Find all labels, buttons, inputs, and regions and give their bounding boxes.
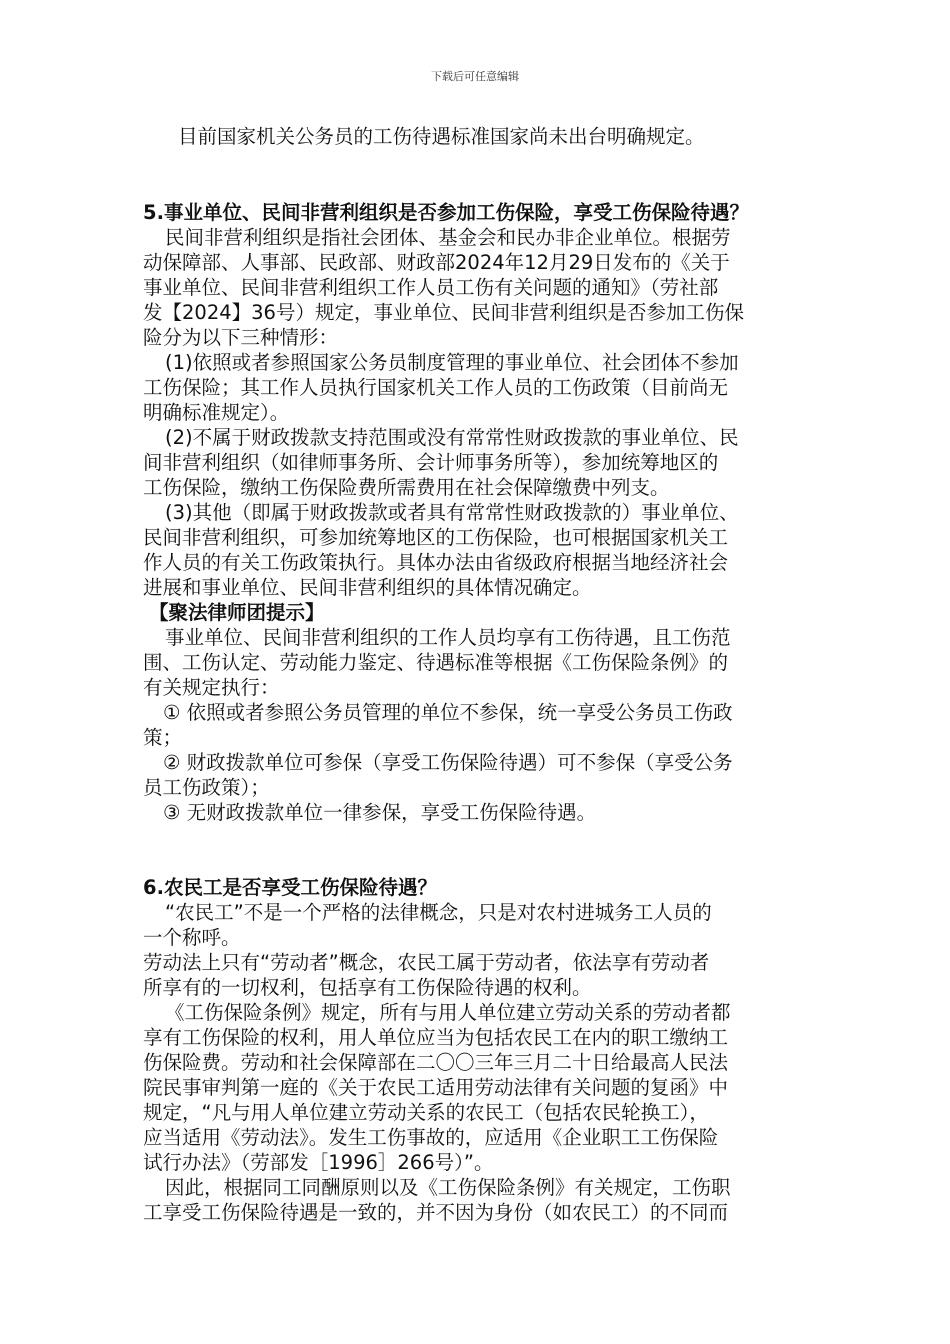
paragraph-line: 策； [143, 726, 183, 749]
list-item-1: (1)依照或者参照国家公务员制度管理的事业单位、社会团体不参加 [165, 351, 739, 374]
tip-heading: 【聚法律师团提示】 [149, 601, 325, 624]
paragraph-line: 员工伤政策）； [143, 776, 270, 799]
paragraph-line: 工享受工伤保险待遇是一致的，并不因为身份（如农民工）的不同而 [143, 1201, 729, 1224]
paragraph-line: 因此，根据同工同酬原则以及《工伤保险条例》有关规定，工伤职 [165, 1176, 731, 1199]
paragraph-line: 民间非营利组织，可参加统筹地区的工伤保险，也可根据国家机关工 [143, 526, 729, 549]
paragraph-line: 《工伤保险条例》规定，所有与用人单位建立劳动关系的劳动者都 [165, 1001, 731, 1024]
paragraph-line: 事业单位、民间非营利组织工作人员工伤有关问题的通知》（劳社部 [143, 276, 719, 299]
list-item-2: (2)不属于财政拨款支持范围或没有常常性财政拨款的事业单位、民 [165, 426, 739, 449]
paragraph-line: 事业单位、民间非营利组织的工作人员均享有工伤待遇，且工伤范 [165, 626, 731, 649]
paragraph-line: 所享有的一切权利，包括享有工伤保险待遇的权利。 [143, 976, 592, 999]
paragraph-line: 进展和事业单位、民间非营利组织的具体情况确定。 [143, 576, 592, 599]
paragraph-line: “农民工”不是一个严格的法律概念，只是对农村进城务工人员的 [165, 901, 712, 924]
paragraph-line: 工伤保险，缴纳工伤保险费所需费用在社会保障缴费中列支。 [143, 476, 670, 499]
paragraph-line: 伤保险费。劳动和社会保障部在二〇〇三年三月二十日给最高人民法 [143, 1051, 729, 1074]
paragraph-line: 发【2024】36号）规定，事业单位、民间非营利组织是否参加工伤保 [143, 301, 744, 324]
intro-paragraph: 目前国家机关公务员的工伤待遇标准国家尚未出台明确规定。 [178, 125, 705, 148]
paragraph-line: 明确标准规定）。 [143, 401, 290, 424]
paragraph-line: 民间非营利组织是指社会团体、基金会和民办非企业单位。根据劳 [165, 226, 731, 249]
paragraph-line: 围、工伤认定、劳动能力鉴定、待遇标准等根据《工伤保险条例》的 [143, 651, 729, 674]
list-item-3: (3)其他（即属于财政拨款或者具有常常性财政拨款的）事业单位、 [165, 501, 739, 524]
paragraph-line: 院民事审判第一庭的《关于农民工适用劳动法律有关问题的复函》中 [143, 1076, 729, 1099]
circle-item-1: ① 依照或者参照公务员管理的单位不参保，统一享受公务员工伤政 [163, 701, 733, 724]
circle-item-3: ③ 无财政拨款单位一律参保，享受工伤保险待遇。 [163, 801, 597, 824]
paragraph-line: 险分为以下三种情形： [143, 326, 339, 349]
section-5-heading: 5.事业单位、民间非营利组织是否参加工伤保险，享受工伤保险待遇？ [143, 201, 749, 224]
paragraph-line: 劳动法上只有“劳动者”概念，农民工属于劳动者，依法享有劳动者 [143, 951, 710, 974]
paragraph-line: 试行办法》（劳部发［1996］266号）”。 [143, 1151, 494, 1174]
paragraph-line: 工伤保险；其工作人员执行国家机关工作人员的工伤政策（目前尚无 [143, 376, 729, 399]
paragraph-line: 规定，“凡与用人单位建立劳动关系的农民工（包括农民轮换工）， [143, 1101, 709, 1124]
paragraph-line: 作人员的有关工伤政策执行。具体办法由省级政府根据当地经济社会 [143, 551, 729, 574]
paragraph-line: 享有工伤保险的权利，用人单位应当为包括农民工在内的职工缴纳工 [143, 1026, 729, 1049]
paragraph-line: 间非营利组织（如律师事务所、会计师事务所等），参加统筹地区的 [143, 451, 719, 474]
paragraph-line: 应当适用《劳动法》。发生工伤事故的，应适用《企业职工工伤保险 [143, 1126, 719, 1149]
paragraph-line: 动保障部、人事部、民政部、财政部2024年12月29日发布的《关于 [143, 251, 730, 274]
circle-item-2: ② 财政拨款单位可参保（享受工伤保险待遇）可不参保（享受公务 [163, 751, 733, 774]
paragraph-line: 一个称呼。 [143, 926, 241, 949]
header-note: 下载后可任意编辑 [431, 70, 519, 83]
section-6-heading: 6.农民工是否享受工伤保险待遇？ [143, 876, 437, 899]
paragraph-line: 有关规定执行： [143, 676, 280, 699]
